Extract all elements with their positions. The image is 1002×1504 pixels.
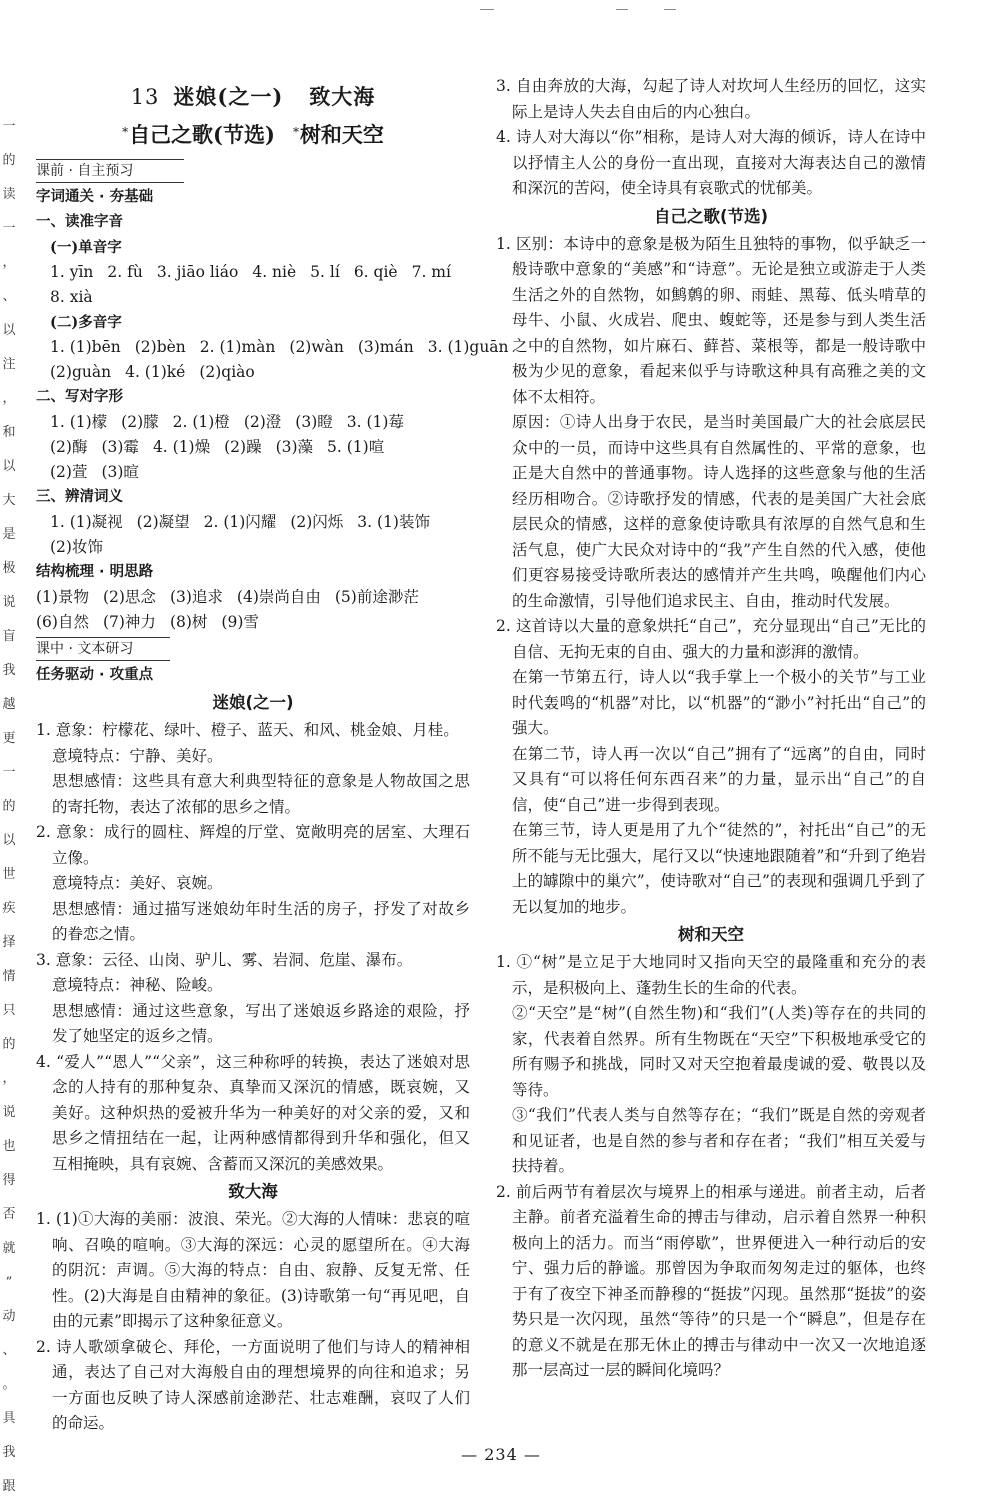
answer-item: 4. niè: [252, 263, 297, 281]
answer-row: [36, 510, 470, 535]
answer-item: 2. fù: [107, 263, 143, 281]
optional-star-mark: *: [122, 125, 129, 139]
edge-char: 、: [2, 289, 16, 304]
answer-item: (1)景物: [36, 588, 89, 606]
answer-paragraph: 在第三节，诗人更是用了九个“徒然的”，衬托出“自己”的无所不能与无比强大，尾行又以“快速地跟随着”和“升到了绝岩上的罅隙中的巢穴”，使诗歌对“自己”的表现和强调几乎到了无以复加的地步。: [512, 821, 926, 916]
edge-char: 只: [2, 1003, 16, 1018]
answer-item: (2)妆饰: [50, 538, 103, 556]
section-bar-inclass: 课中 · 文本研习: [36, 637, 170, 661]
answer-item: (3)瞪: [295, 413, 333, 431]
edge-char: 我: [2, 663, 16, 678]
answers-song: [496, 232, 926, 921]
answer-item: (7)神力: [102, 613, 156, 631]
edge-char: 以: [2, 459, 16, 474]
edge-char: 否: [2, 1207, 16, 1222]
edge-char: 我: [2, 1445, 16, 1460]
answer-paragraph: 思想感情：通过这些意象，写出了迷娘返乡路途的艰险，抒发了她坚定的返乡之情。: [52, 1001, 470, 1045]
answer-paragraph: ③“我们”代表人类与自然等存在；“我们”既是自然的旁观者和见证者，也是自然的参与者和存在者；“我们”相互关爱与扶持着。: [512, 1106, 926, 1175]
answer-paragraph: 2. 这首诗以大量的意象烘托“自己”，充分显现出“自己”无比的自信、无拘无束的自由、强大的力量和澎湃的激情。: [496, 617, 926, 661]
edge-char: 情: [2, 969, 16, 984]
subheading-structure: 结构梳理 · 明思路: [36, 564, 154, 580]
answer-row: [36, 535, 470, 560]
answer-paragraph: 意境特点：宁静、美好。: [52, 746, 223, 765]
answer-paragraph: 1. 区别：本诗中的意象是极为陌生且独特的事物，似乎缺乏一般诗歌中意象的“美感”和“诗意”。无论是独立或游走于人类生活之外的自然物，如鹪鹩的卵、雨蛙、黑莓、低头啃草的母牛、小鼠、火成岩、爬虫、蝮蛇等，还是参与到人类生活之中的自然物，如片麻石、藓苔、菜根等，都是一般诗歌中极为少见的意象，看起来似乎与诗歌这种具有高雅之美的文体不太相符。: [496, 234, 926, 406]
answer-item: (2)萱: [50, 463, 88, 481]
lesson-title-line2: [36, 114, 470, 153]
answer-item: (2)qiào: [199, 363, 255, 381]
edge-char: 以: [2, 833, 16, 848]
answer-item: (3)藻: [275, 438, 314, 456]
answer-item: 3. (1)guān: [427, 338, 509, 356]
subheading-vocab: 字词通关 · 夯基础: [36, 189, 154, 205]
edge-char: 大: [2, 493, 16, 508]
heading-glyph: 二、写对字形: [36, 389, 123, 405]
edge-char: 的: [2, 799, 16, 814]
answer-item: 8. xià: [50, 288, 93, 306]
answer-paragraph: 意境特点：美好、哀婉。: [52, 874, 223, 892]
edge-char: 的: [2, 153, 16, 168]
right-column: [496, 74, 926, 1384]
answers-tree: [496, 950, 926, 1384]
heading-single-sound: (一)单音字: [50, 239, 122, 256]
answer-item: 3. (1)莓: [346, 413, 404, 431]
edge-char: 跟: [2, 1479, 16, 1494]
answer-item: (3)mán: [357, 338, 414, 356]
edge-char: 世: [2, 867, 16, 882]
answer-item: (2)凝望: [136, 513, 190, 531]
edge-char: 读: [2, 187, 16, 202]
heading-multi-sound: (二)多音字: [50, 314, 122, 331]
answer-paragraph: 1. ①“树”是立足于大地同时又指向天空的最隆重和充分的表示，是积极向上、蓬勃生长的生命的代表。: [496, 953, 926, 997]
answer-item: (3)霉: [101, 438, 139, 456]
answer-item: (8)树: [169, 613, 208, 631]
answer-paragraph: 思想感情：通过描写迷娘幼年时生活的房子，抒发了对故乡的眷恋之情。: [52, 899, 470, 943]
answer-item: 1. yīn: [50, 263, 94, 281]
edge-char: 的: [2, 1037, 16, 1052]
edge-char: 一: [2, 119, 16, 134]
answer-item: (3)暄: [101, 463, 139, 481]
answer-paragraph: 1. 意象：柠檬花、绿叶、橙子、蓝天、和风、桃金娘、月桂。: [36, 721, 459, 739]
answers-sea-left: [36, 1207, 470, 1437]
edge-char: 说: [2, 1105, 16, 1120]
heading-pronunciation: 一、读准字音: [36, 214, 123, 230]
edge-char: 择: [2, 935, 16, 950]
answer-paragraph: 4. 诗人对大海以“你”相称，是诗人对大海的倾诉，诗人在诗中以抒情主人公的身份一直出现，直接对大海表达自己的激情和深沉的苦闷，使全诗具有哀歌式的忧郁美。: [496, 128, 926, 197]
answer-item: 2. (1)橙: [172, 413, 230, 431]
answer-paragraph: 3. 意象：云径、山岗、驴儿、雾、岩洞、危崖、瀑布。: [36, 950, 413, 969]
optional-star-mark: *: [292, 125, 299, 139]
answer-row: [36, 335, 509, 360]
answer-paragraph: 2. 诗人歌颂拿破仑、拜伦，一方面说明了他们与诗人的精神相通，表达了自己对大海般自由的理想境界的向往和追求；另一方面也反映了诗人深感前途渺茫、壮志难酬，哀叹了人们的命运。: [36, 1337, 470, 1432]
answer-item: 1. (1)凝视: [50, 513, 123, 531]
answer-paragraph: 1. (1)①大海的美丽：波浪、荣光。②大海的人情味：悲哀的喧响、召唤的喧响。③大海的深远：心灵的愿望所在。④大海的阴沉：声调。⑤大海的特点：自由、寂静、反复无常、任性。(2)大海是自由精神的象征。(3)诗歌第一句“再见吧，自由的元素”即揭示了这种象征意义。: [36, 1210, 470, 1330]
answer-item: (2)wàn: [289, 338, 344, 356]
answer-item: 7. mí: [411, 263, 451, 281]
edge-char: 盲: [2, 629, 16, 644]
answer-item: (6)自然: [36, 613, 89, 631]
answer-item: 4. (1)ké: [125, 363, 186, 381]
answer-row: [36, 260, 470, 285]
edge-char: ，: [2, 255, 16, 270]
answer-paragraph: 2. 前后两节有着层次与境界上的相承与递进。前者主动，后者主静。前者充溢着生命的搏击与律动，启示着自然界一种积极向上的活力。而当“雨停歇”，世界便进入一种行动后的安宁、强力后的静谧。那曾因为争取而匆匆走过的躯体，也终于有了夜空下神圣而静穆的“挺拔”闪现。虽然那“挺拔”的姿势只是一次闪现，虽然“等待”的只是一个“瞬息”，但是存在的意义不就是在那无休止的搏击与律动中一次又一次地追逐那一层高过一层的瞬间化境吗？: [496, 1182, 926, 1379]
answer-item: (2)bèn: [134, 338, 186, 356]
edge-char: 越: [2, 697, 16, 712]
answer-paragraph: 在第二节，诗人再一次以“自己”拥有了“远离”的自由，同时又具有“可以将任何东西召来”的力量，显示出“自己”的自信，使“自己”进一步得到表现。: [512, 744, 926, 814]
edge-char: 得: [2, 1173, 16, 1188]
edge-char: 动: [2, 1309, 16, 1324]
answers-mignon: [36, 718, 470, 1177]
answer-item: 1. (1)檬: [50, 413, 108, 431]
edge-char: 疾: [2, 901, 16, 916]
section-title-song: 自己之歌(节选): [653, 206, 769, 226]
header-marks: [480, 4, 720, 12]
answer-item: 3. jiāo liáo: [156, 263, 239, 281]
edge-char: ，: [2, 1071, 16, 1086]
lesson-number: 13: [130, 85, 160, 109]
answer-paragraph: 原因：①诗人出身于农民，是当时美国最广大的社会底层民众中的一员，而诗中这些具有自然属性的、平常的意象，也正是大自然中的普通事物。诗人选择的这些意象与他的生活经历相吻合。②诗歌抒发的情感，代表的是美国广大社会底层民众的情感，这样的意象使诗歌具有浓厚的自然气息和生活气息，使广大民众对诗中的“我”产生自然的代入感，使他们更容易接受诗歌所表达的感情并产生共鸣，唤醒他们内心的生命激情，引导他们追求民主、自由，推动时代发展。: [512, 413, 926, 610]
left-column: [36, 80, 509, 1437]
answer-item: (2)酶: [50, 438, 88, 456]
answer-item: (3)追求: [169, 588, 223, 606]
edge-char: 是: [2, 527, 16, 542]
answer-row: [36, 585, 470, 610]
lesson-title-song: 自己之歌(节选): [129, 122, 275, 147]
edge-char: ，: [2, 391, 16, 406]
answer-item: 5. lí: [310, 263, 340, 281]
answer-item: (4)崇尚自由: [236, 588, 321, 606]
section-title-tree: 树和天空: [678, 925, 744, 944]
answer-paragraph: 3. 自由奔放的大海，勾起了诗人对坎坷人生经历的回忆，这实际上是诗人失去自由后的内心独白。: [496, 77, 926, 121]
answer-row: [36, 435, 470, 460]
lesson-title-mignon: 迷娘(之一): [173, 84, 284, 109]
answer-item: (2)躁: [224, 438, 262, 456]
heading-meaning: 三、辨清词义: [36, 489, 123, 505]
answer-item: (5)前途渺茫: [334, 588, 419, 606]
section-bar-preview: 课前 · 自主预习: [36, 159, 184, 183]
answer-row: [36, 610, 470, 635]
edge-char: 一: [2, 221, 16, 236]
answer-item: 1. (1)bēn: [50, 338, 121, 356]
answer-item: 5. (1)喧: [327, 438, 385, 456]
answer-item: 4. (1)燥: [152, 438, 211, 456]
edge-char: 也: [2, 1139, 16, 1154]
answer-item: (2)澄: [243, 413, 282, 431]
answer-item: (2)思念: [102, 588, 156, 606]
answer-item: 3. (1)装饰: [357, 513, 430, 531]
answer-row: [36, 285, 470, 310]
answer-paragraph: 2. 意象：成行的圆柱、辉煌的厅堂、宽敞明亮的居室、大理石立像。: [36, 823, 470, 867]
edge-char: 就: [2, 1241, 16, 1256]
answer-paragraph: 4. “爱人”“恩人”“父亲”，这三种称呼的转换，表达了迷娘对思念的人持有的那种复杂、真挚而又深沉的情感，既哀婉，又美好。这种炽热的爱被升华为一种美好的对父亲的爱，又和思乡之情扭结在一起，让两种感情都得到升华和强化，但又互相掩映，具有哀婉、含蓄而又深沉的美感效果。: [36, 1052, 470, 1173]
edge-char: 具: [2, 1411, 16, 1426]
answer-item: 2. (1)màn: [199, 338, 276, 356]
section-title-sea: 致大海: [228, 1182, 278, 1201]
edge-char: 更: [2, 731, 16, 746]
edge-char: 说: [2, 595, 16, 610]
answers-sea-right: [496, 74, 926, 202]
answer-item: (9)雪: [221, 613, 259, 631]
answer-item: 2. (1)闪耀: [203, 513, 277, 531]
answer-item: 6. qiè: [353, 263, 398, 281]
page-number: — 234 —: [461, 1445, 541, 1464]
answer-paragraph: 在第一节第五行，诗人以“我手掌上一个极小的关节”与工业时代轰鸣的“机器”对比，以“机器”的“渺小”衬托出“自己”的强大。: [512, 668, 926, 737]
subheading-tasks: 任务驱动 · 攻重点: [36, 667, 154, 683]
answer-paragraph: 思想感情：这些具有意大利典型特征的意象是人物故国之思的寄托物，表达了浓郁的思乡之情。: [52, 772, 470, 816]
answer-paragraph: 意境特点：神秘、险峻。: [52, 976, 223, 994]
previous-page-edge-text: [2, 110, 16, 1504]
section-title-mignon: 迷娘(之一): [212, 693, 294, 712]
edge-char: 、: [2, 1343, 16, 1358]
edge-char: 极: [2, 561, 16, 576]
lesson-title-line1: [36, 80, 470, 114]
answer-item: (2)闪烁: [290, 513, 344, 531]
lesson-title-tree: 树和天空: [299, 122, 384, 147]
edge-char: 。: [2, 1377, 16, 1392]
edge-char: 以: [2, 323, 16, 338]
answer-row: [36, 460, 470, 485]
edge-char: 注: [2, 357, 16, 372]
answer-item: (2)guàn: [50, 363, 112, 381]
edge-char: 一: [2, 765, 16, 780]
lesson-title-sea: 致大海: [309, 84, 376, 109]
answer-item: (2)朦: [121, 413, 159, 431]
edge-char: ”: [5, 1275, 13, 1290]
edge-char: 和: [2, 425, 16, 440]
answer-row: [36, 360, 470, 385]
answer-paragraph: ②“天空”是“树”(自然生物)和“我们”(人类)等存在的共同的家，代表着自然界。所有生物既在“天空”下积极地承受它的所有赐予和挑战，同时又对天空抱着最虔诚的爱、敬畏以及等待。: [512, 1004, 926, 1099]
answer-row: [36, 410, 470, 435]
